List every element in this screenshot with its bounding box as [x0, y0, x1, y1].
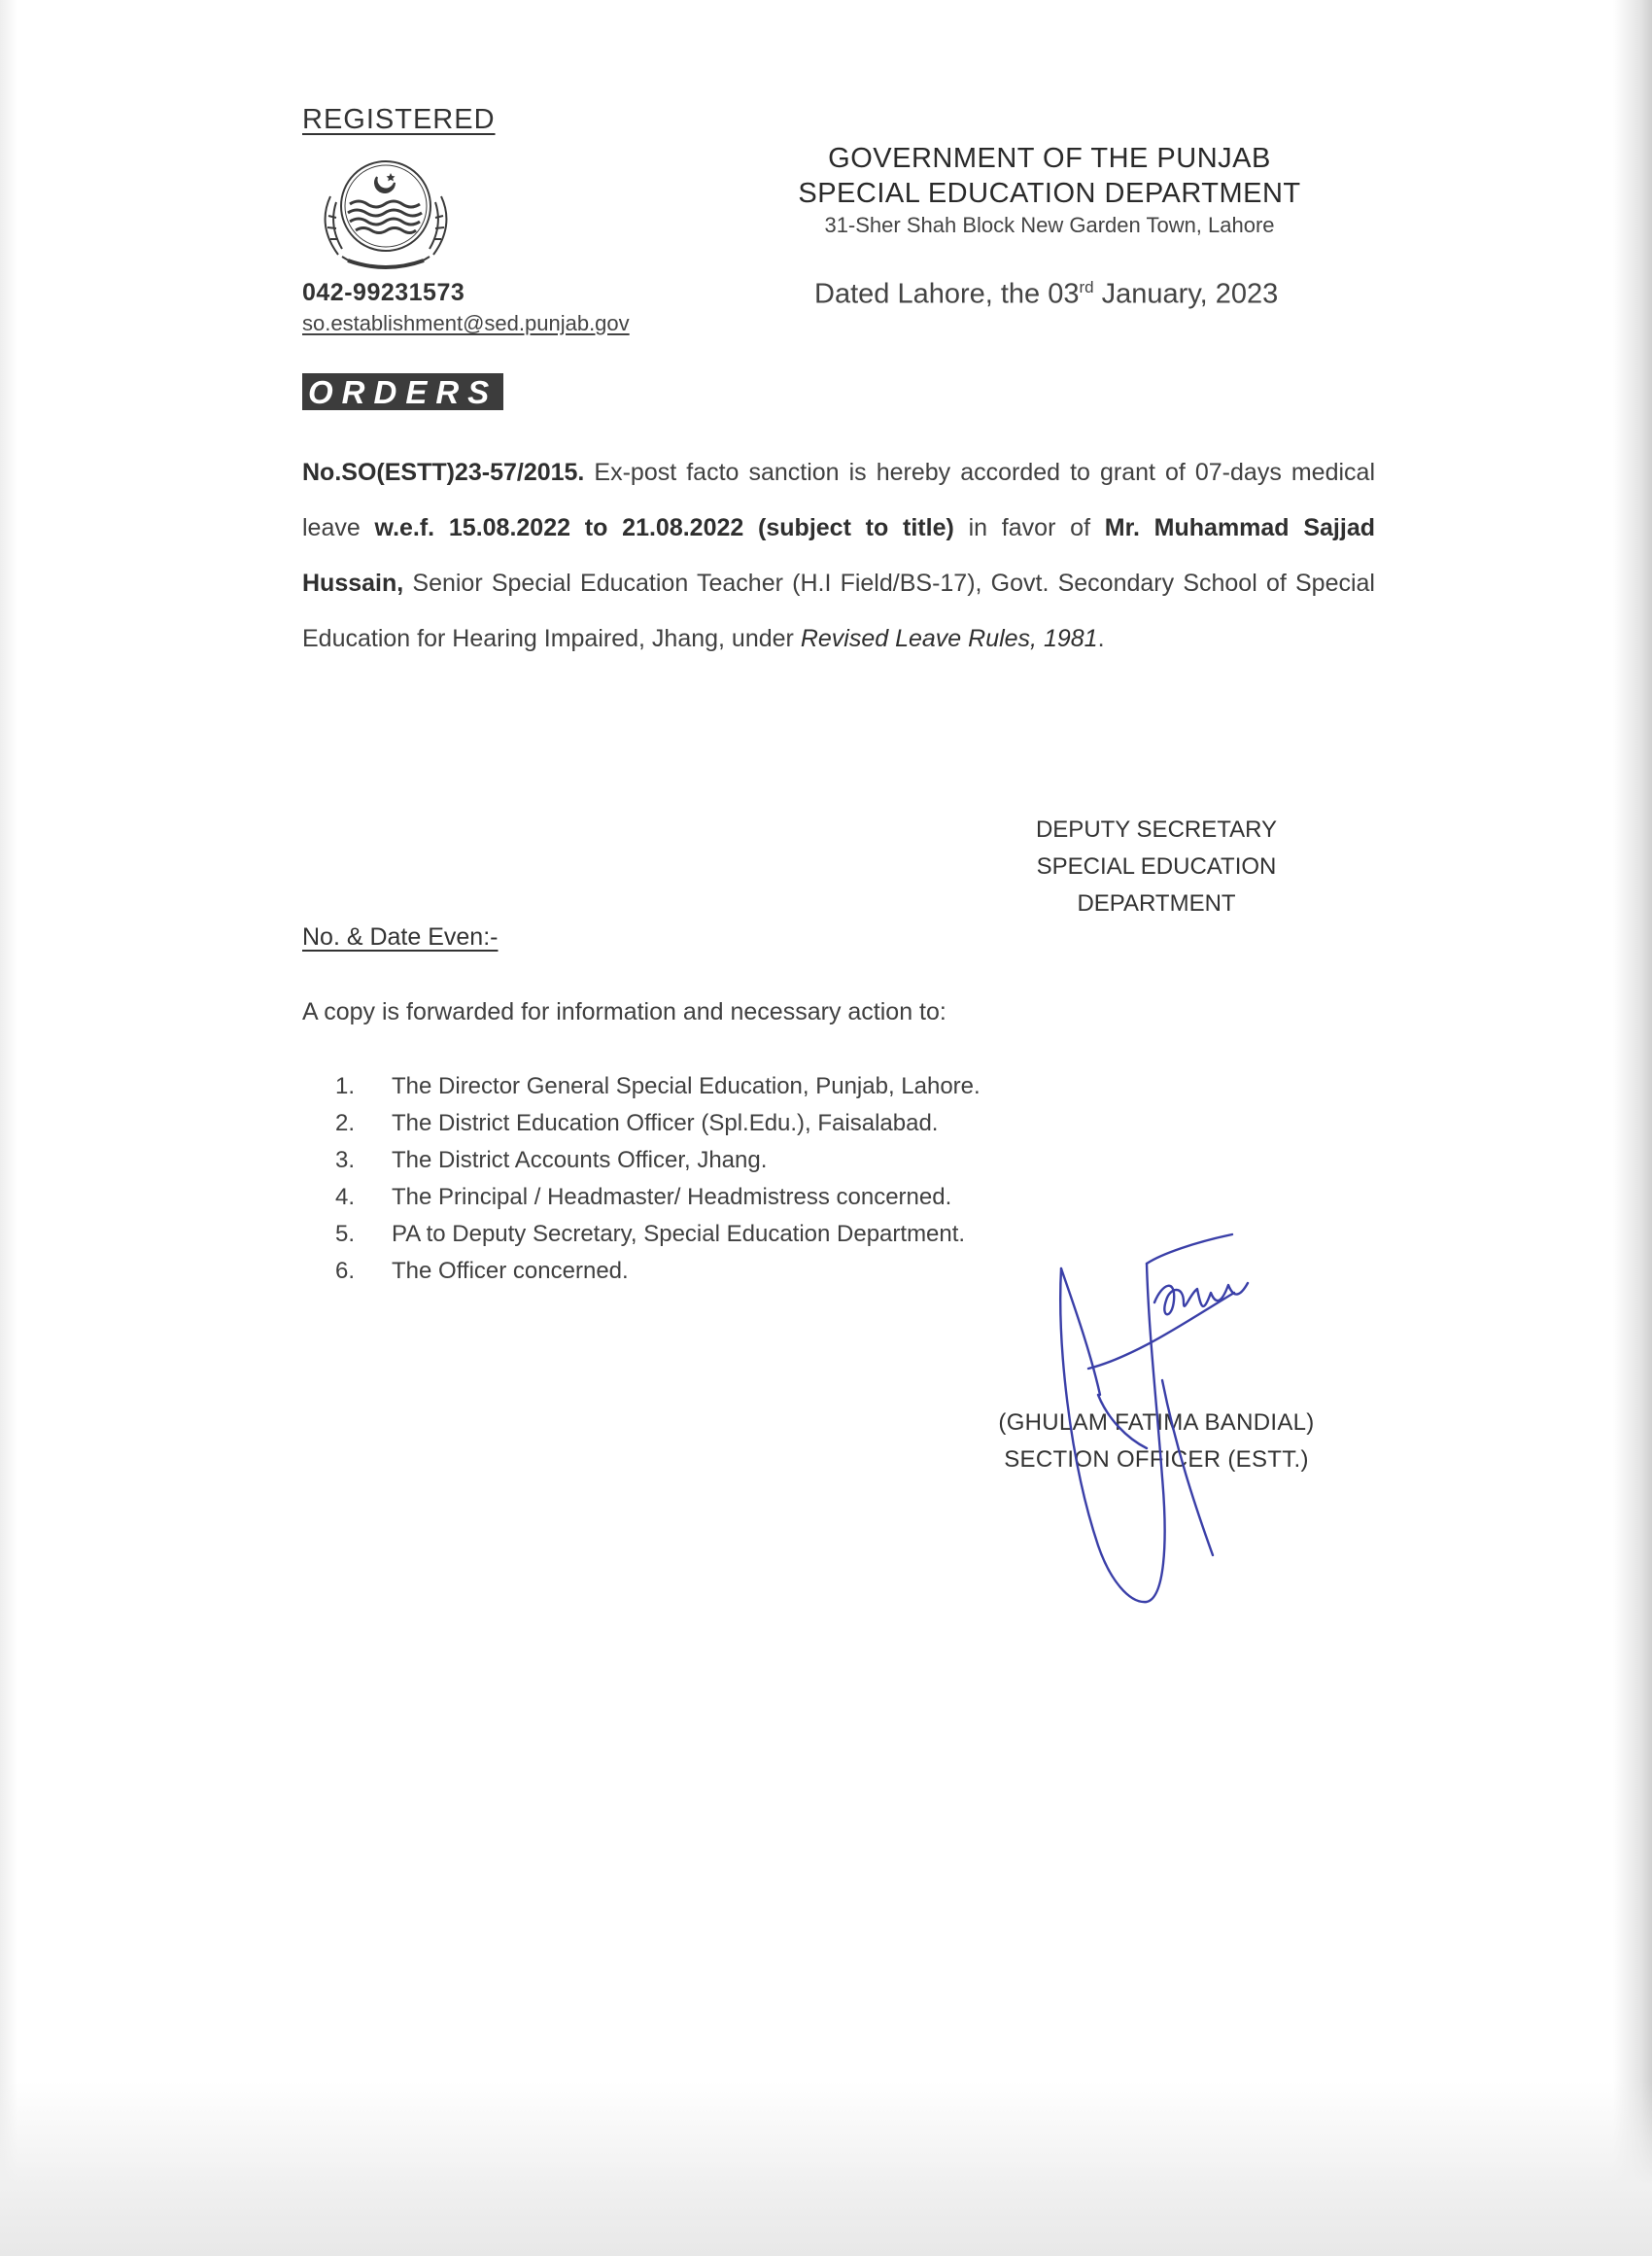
- list-item-text: The District Education Officer (Spl.Edu.), Faisalabad.: [392, 1110, 939, 1136]
- copy-to-list: [335, 1068, 981, 1290]
- government-title: GOVERNMENT OF THE PUNJAB: [828, 143, 1271, 174]
- dated-line: [814, 278, 1278, 311]
- scan-edge-left: [0, 0, 17, 2256]
- list-item: [335, 1253, 981, 1290]
- deputy-secretary-block: [952, 812, 1360, 922]
- department-header: [758, 141, 1341, 240]
- deputy-line-2: SPECIAL EDUCATION: [1036, 853, 1277, 880]
- deputy-line-1: DEPUTY SECRETARY: [1035, 816, 1278, 843]
- phone-number: 042-99231573: [302, 279, 465, 306]
- dated-ordinal: rd: [1079, 278, 1094, 296]
- list-item-text: The Officer concerned.: [392, 1258, 629, 1284]
- list-item-text: The Principal / Headmaster/ Headmistress concerned.: [392, 1184, 952, 1210]
- scan-edge-right: [1613, 0, 1652, 2256]
- leave-rules: Revised Leave Rules, 1981: [800, 625, 1098, 652]
- list-item-text: PA to Deputy Secretary, Special Education Department.: [392, 1221, 966, 1247]
- orders-heading: ORDERS: [302, 373, 503, 410]
- leave-dates: w.e.f. 15.08.2022 to 21.08.2022 (subject to title): [374, 514, 954, 541]
- order-text-1: Ex-post facto sanction is hereby accorded to grant of 07-days medical leave: [302, 459, 1375, 541]
- scan-edge-bottom: [0, 2081, 1652, 2256]
- deputy-line-3: DEPARTMENT: [1077, 890, 1236, 917]
- registered-label: REGISTERED: [302, 104, 496, 135]
- list-item-number: 5.: [335, 1221, 356, 1247]
- list-item: [335, 1179, 981, 1216]
- order-number: No.SO(ESTT)23-57/2015.: [302, 459, 585, 486]
- department-title: SPECIAL EDUCATION DEPARTMENT: [798, 178, 1301, 209]
- officer-designation: SECTION OFFICER (ESTT.): [1004, 1446, 1309, 1473]
- list-item: [335, 1142, 981, 1179]
- order-text-3: Senior Special Education Teacher (H.I Field/BS-17), Govt. Secondary School of Special Education for Hearing Impaired, Jhang, under: [302, 570, 1375, 652]
- forwarded-text: A copy is forwarded for information and necessary action to:: [302, 998, 946, 1025]
- officer-name: (GHULAM FATIMA BANDIAL): [998, 1409, 1315, 1436]
- dated-prefix: Dated Lahore, the 03: [814, 278, 1080, 310]
- list-item: [335, 1216, 981, 1253]
- order-paragraph: [302, 445, 1375, 667]
- handwritten-signature-icon: [1040, 1225, 1292, 1614]
- employee-name: Mr. Muhammad Sajjad Hussain,: [302, 514, 1375, 597]
- order-text-2: in favor of: [953, 514, 1105, 541]
- list-item-text: The Director General Special Education, Punjab, Lahore.: [392, 1073, 981, 1099]
- no-date-even-heading: No. & Date Even:-: [302, 923, 499, 951]
- list-item: [335, 1105, 981, 1142]
- government-of-punjab-emblem-icon: [309, 148, 463, 274]
- list-item-number: 4.: [335, 1184, 356, 1210]
- list-item-number: 3.: [335, 1147, 356, 1173]
- list-item-number: 1.: [335, 1073, 356, 1099]
- department-address: 31-Sher Shah Block New Garden Town, Lahore: [824, 213, 1275, 237]
- order-text-4: .: [1097, 625, 1105, 652]
- list-item-text: The District Accounts Officer, Jhang.: [392, 1147, 768, 1173]
- list-item-number: 2.: [335, 1110, 356, 1136]
- dated-rest: January, 2023: [1093, 278, 1279, 310]
- email-link[interactable]: so.establishment@sed.punjab.gov: [302, 311, 630, 335]
- list-item: [335, 1068, 981, 1105]
- list-item-number: 6.: [335, 1258, 356, 1284]
